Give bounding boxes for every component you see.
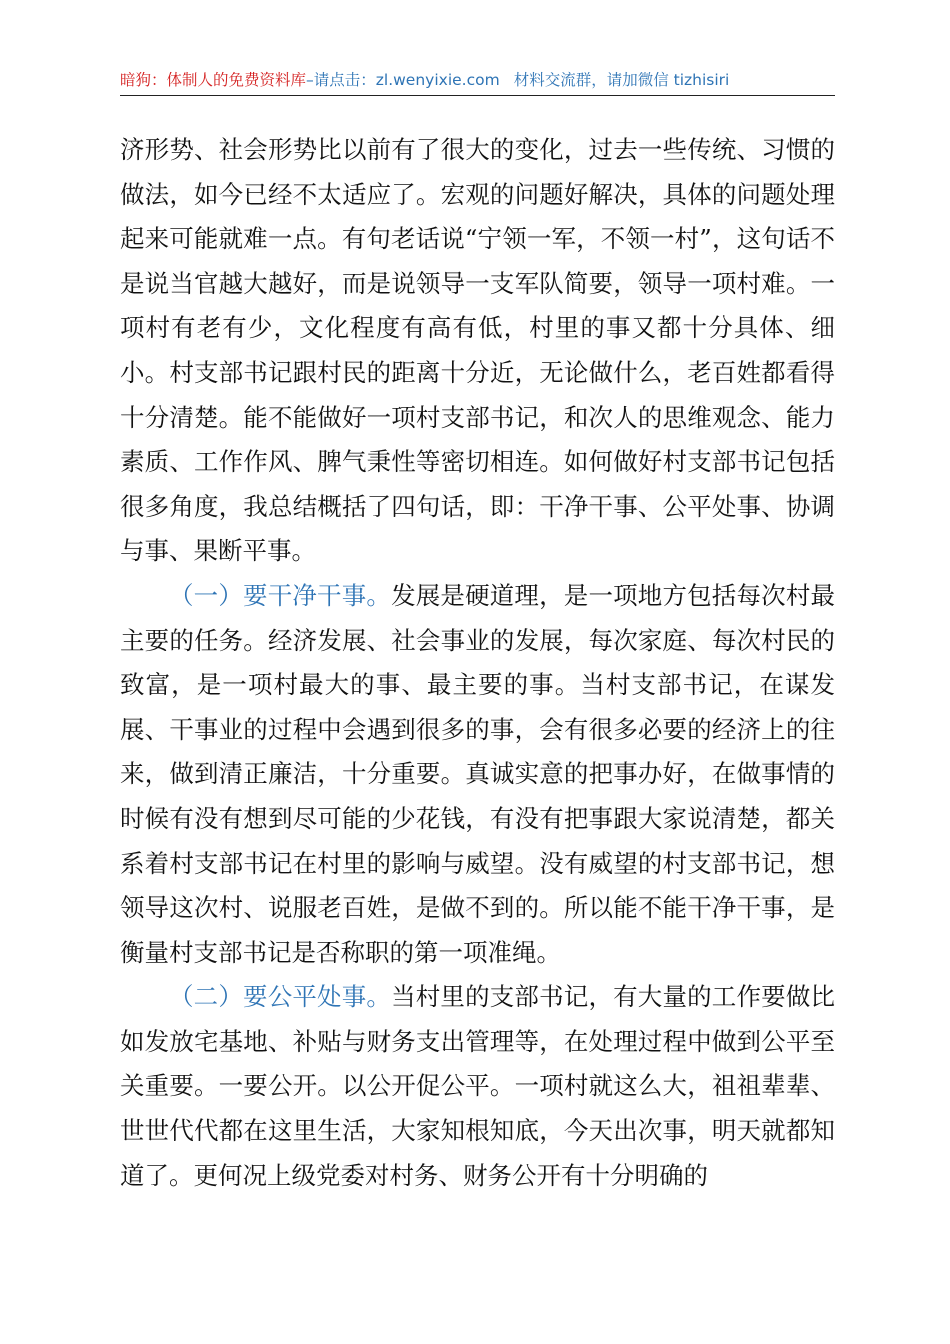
- section-2-text: 当村里的支部书记，有大量的工作要做比如发放宅基地、补贴与财务支出管理等，在处理过程中做到公平至关重要。一要公开。以公开促公平。一项村就这么大，祖祖辈辈、世世代代都在这里生活，大家知根知底，今天出次事，明天就都知道了。更何况上级党委对村务、财务公开有十分明确的: [120, 982, 836, 1190]
- section-1-text: 发展是硬道理，是一项地方包括每次村最主要的任务。经济发展、社会事业的发展，每次家庭、每次村民的致富，是一项村最大的事、最主要的事。当村支部书记，在谋发展、干事业的过程中会遇到很多的事，会有很多必要的经济上的往来，做到清正廉洁，十分重要。真诚实意的把事办好，在做事情的时候有没有想到尽可能的少花钱，有没有把事跟大家说清楚，都关系着村支部书记在村里的影响与威望。没有威望的村支部书记，想领导这次村、说服老百姓，是做不到的。所以能不能干净干事，是衡量村支部书记是否称职的第一项准绳。: [120, 580, 836, 967]
- section-1-heading: （一）要干净干事。: [169, 580, 392, 610]
- document-body: [120, 128, 835, 1198]
- paragraph-continuation: 济形势、社会形势比以前有了很大的变化，过去一些传统、习惯的做法，如今已经不太适应了。宏观的问题好解决，具体的问题处理起来可能就难一点。有句老话说“宁领一军，不领一村”，这句话不是说当官越大越好，而是说领导一支军队简要，领导一项村难。一项村有老有少，文化程度有高有低，村里的事又都十分具体、细小。村支部书记跟村民的距离十分近，无论做什么，老百姓都看得十分清楚。能不能做好一项村支部书记，和次人的思维观念、能力素质、工作作风、脾气秉性等密切相连。如何做好村支部书记包括很多角度，我总结概括了四句话，即：干净干事、公平处事、协调与事、果断平事。: [120, 135, 835, 566]
- header-wechat-note: 材料交流群，请加微信 tizhisiri: [513, 71, 730, 89]
- header-divider: [120, 95, 835, 96]
- section-2-heading: （二）要公平处事。: [169, 982, 392, 1012]
- header-site-link[interactable]: –请点击：zl.wenyixie.com: [306, 71, 500, 89]
- page-header: [120, 66, 835, 94]
- paragraph-section-2: [120, 975, 835, 1198]
- paragraph-section-1: [120, 574, 835, 975]
- header-site-name: 暗狗：体制人的免费资料库: [120, 71, 307, 89]
